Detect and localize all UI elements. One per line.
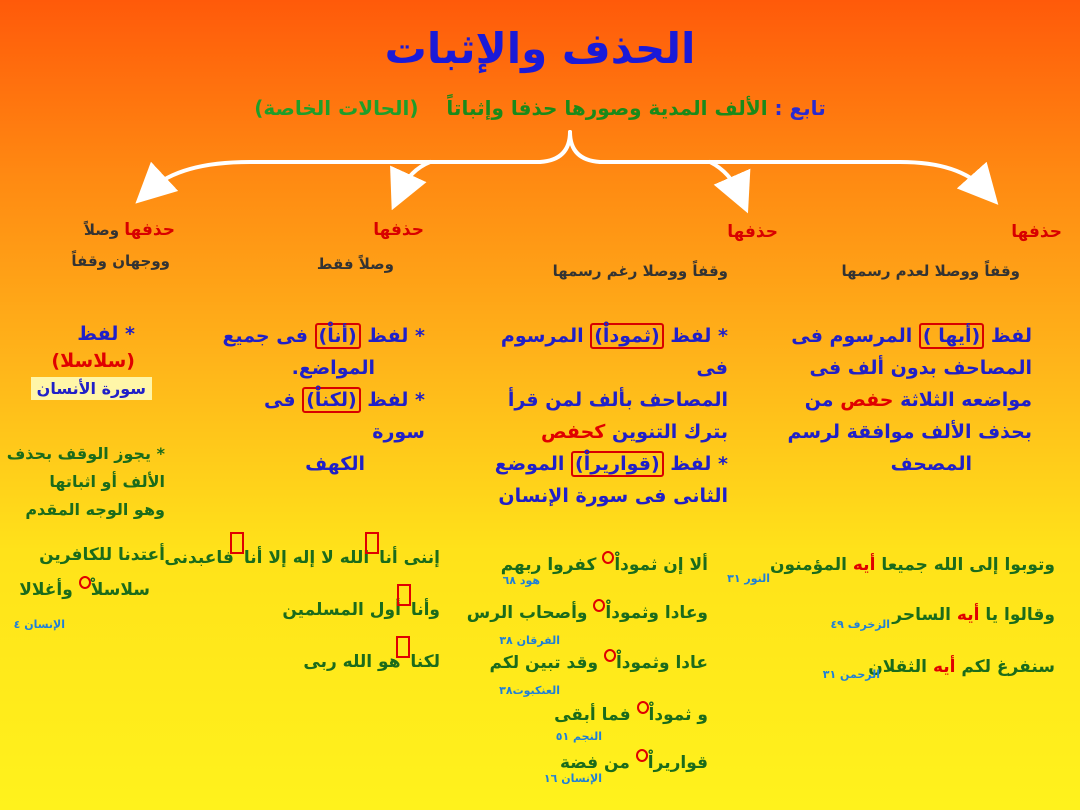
col4-surah-box: سورة الأنسان [31,377,152,400]
col4-extra [5,440,165,524]
subtitle-special: (الحالات الخاصة) [254,96,419,120]
col1-ref-3: الرحمن ٣١ [822,668,880,681]
col3-line-2: المواضع. [291,357,375,379]
col2-line-5: الثانى فى سورة الإنسان [498,485,728,507]
col1-line-4: بحذف الألف موافقة لرسم [787,421,1032,443]
col1-line-2: المصاحف بدون ألف فى [809,357,1032,379]
col4-extra-2: الألف أو اثباتها [49,472,165,491]
col3-word-lakinna: (لكناْ) [302,387,360,413]
arrow-center-stem-2 [570,132,600,162]
col2-word-thamuda: (ثموداْ) [590,323,663,349]
col2-line-4: * لفظ (قواريراْ) الموضع [494,453,728,475]
col2-ayah-5: قواريراْ من فضة [560,753,708,773]
col2-head: حذفها [727,222,778,242]
col4-head: حذفها [124,220,175,240]
col3-line-3: * لفظ (لكناْ) فى سورة [263,389,425,443]
col2-ayah-4: و ثموداْ فما أبقى [554,705,708,725]
col4-note: ووجهان وقفاً [71,252,170,270]
col4-word-salasila: (سلاسلا) [51,350,135,372]
col4-extra-1: * يجوز الوقف بحذف [6,444,165,463]
col3-ayah-3: لكنا هو الله ربى [303,652,440,672]
col2-body [488,320,728,512]
col1-line-5: المصحف [890,453,972,475]
subtitle-main: الألف المدية وصورها حذفا وإثباتاً [446,96,768,120]
col2-line-2: المصاحف بألف لمن قرأ [507,389,728,411]
col1-ayah-2: وقالوا يا أيه الساحر [892,605,1055,625]
col2-line-1: * لفظ (ثموداْ) المرسوم فى [500,325,728,379]
col1-ref-2: الزخرف ٤٩ [830,618,890,631]
col1-ayah-3: سنفرغ لكم أيه الثقلان [868,657,1055,677]
col2-ref-5: الإنسان ١٦ [543,772,602,785]
col3-line-4: الكهف [305,453,365,475]
col1-line-1: لفظ (أيها ) المرسوم فى [791,325,1032,347]
col3-word-ana: (أناْ) [315,323,361,349]
col2-ayah-1: ألا إن ثموداْ كفروا ربهم [501,555,708,575]
col4-head-extra: وصلاً [83,221,120,239]
col3-note: وصلاً فقط [316,255,394,273]
col2-ayah-2: وعادا وثموداْ وأصحاب الرس [467,603,708,623]
col1-head: حذفها [1011,222,1062,242]
col3-ayah-1: إننى أنا الله لا إله إلا أنا فاعبدنى [164,548,440,568]
arrow-branch-midleft [400,162,430,192]
col2-word-qawarira: (قواريراْ) [571,451,664,477]
arrow-center-stem [540,132,570,162]
col4-head-wrap [84,220,175,240]
col1-ayah-1: وتوبوا إلى الله جميعا أيه المؤمنون [770,555,1055,575]
col3-body [205,320,425,480]
col1-line-3: مواضعه الثلاثة حفص من [804,389,1032,411]
col3-head: حذفها [373,220,424,240]
col4-ref-2: الإنسان ٤ [13,618,65,631]
col2-ref-3: العنكبوت٣٨ [499,684,560,697]
col1-word-ayyuha: (أيها ) [919,323,984,349]
col1-ref-1: النور ٣١ [727,572,770,585]
col2-ref-2: الفرقان ٣٨ [499,634,560,647]
col2-note: وقفاً ووصلا رغم رسمها [552,262,728,280]
col4-extra-3: وهو الوجه المقدم [25,500,165,519]
arrow-branch-left [150,162,540,190]
col3-ayah-2: وأنا أول المسلمين [282,600,440,620]
col3-line-1: * لفظ (أناْ) فى جميع [222,325,425,347]
col2-line-3: بترك التنوين كحفص [541,421,728,443]
col1-note: وقفاً ووصلا لعدم رسمها [841,262,1020,280]
col1-body [772,320,1032,480]
col4-line-1: * لفظ [77,323,135,345]
col2-ref-4: النجم ٥١ [555,730,602,743]
col2-ref-1: هود ٦٨ [502,574,540,587]
arrow-branch-right [600,162,985,190]
page-title: الحذف والإثبات [384,24,696,73]
subtitle-prefix: تابع : [774,96,826,120]
col4-ayah-2: سلاسلاْ وأغلالا [19,580,150,600]
col4-ayah-1: أعتدنا للكافرين [39,545,165,565]
arrow-branch-midright [710,162,740,195]
col2-ayah-3: عادا وثموداْ وقد تبين لكم [490,653,708,673]
